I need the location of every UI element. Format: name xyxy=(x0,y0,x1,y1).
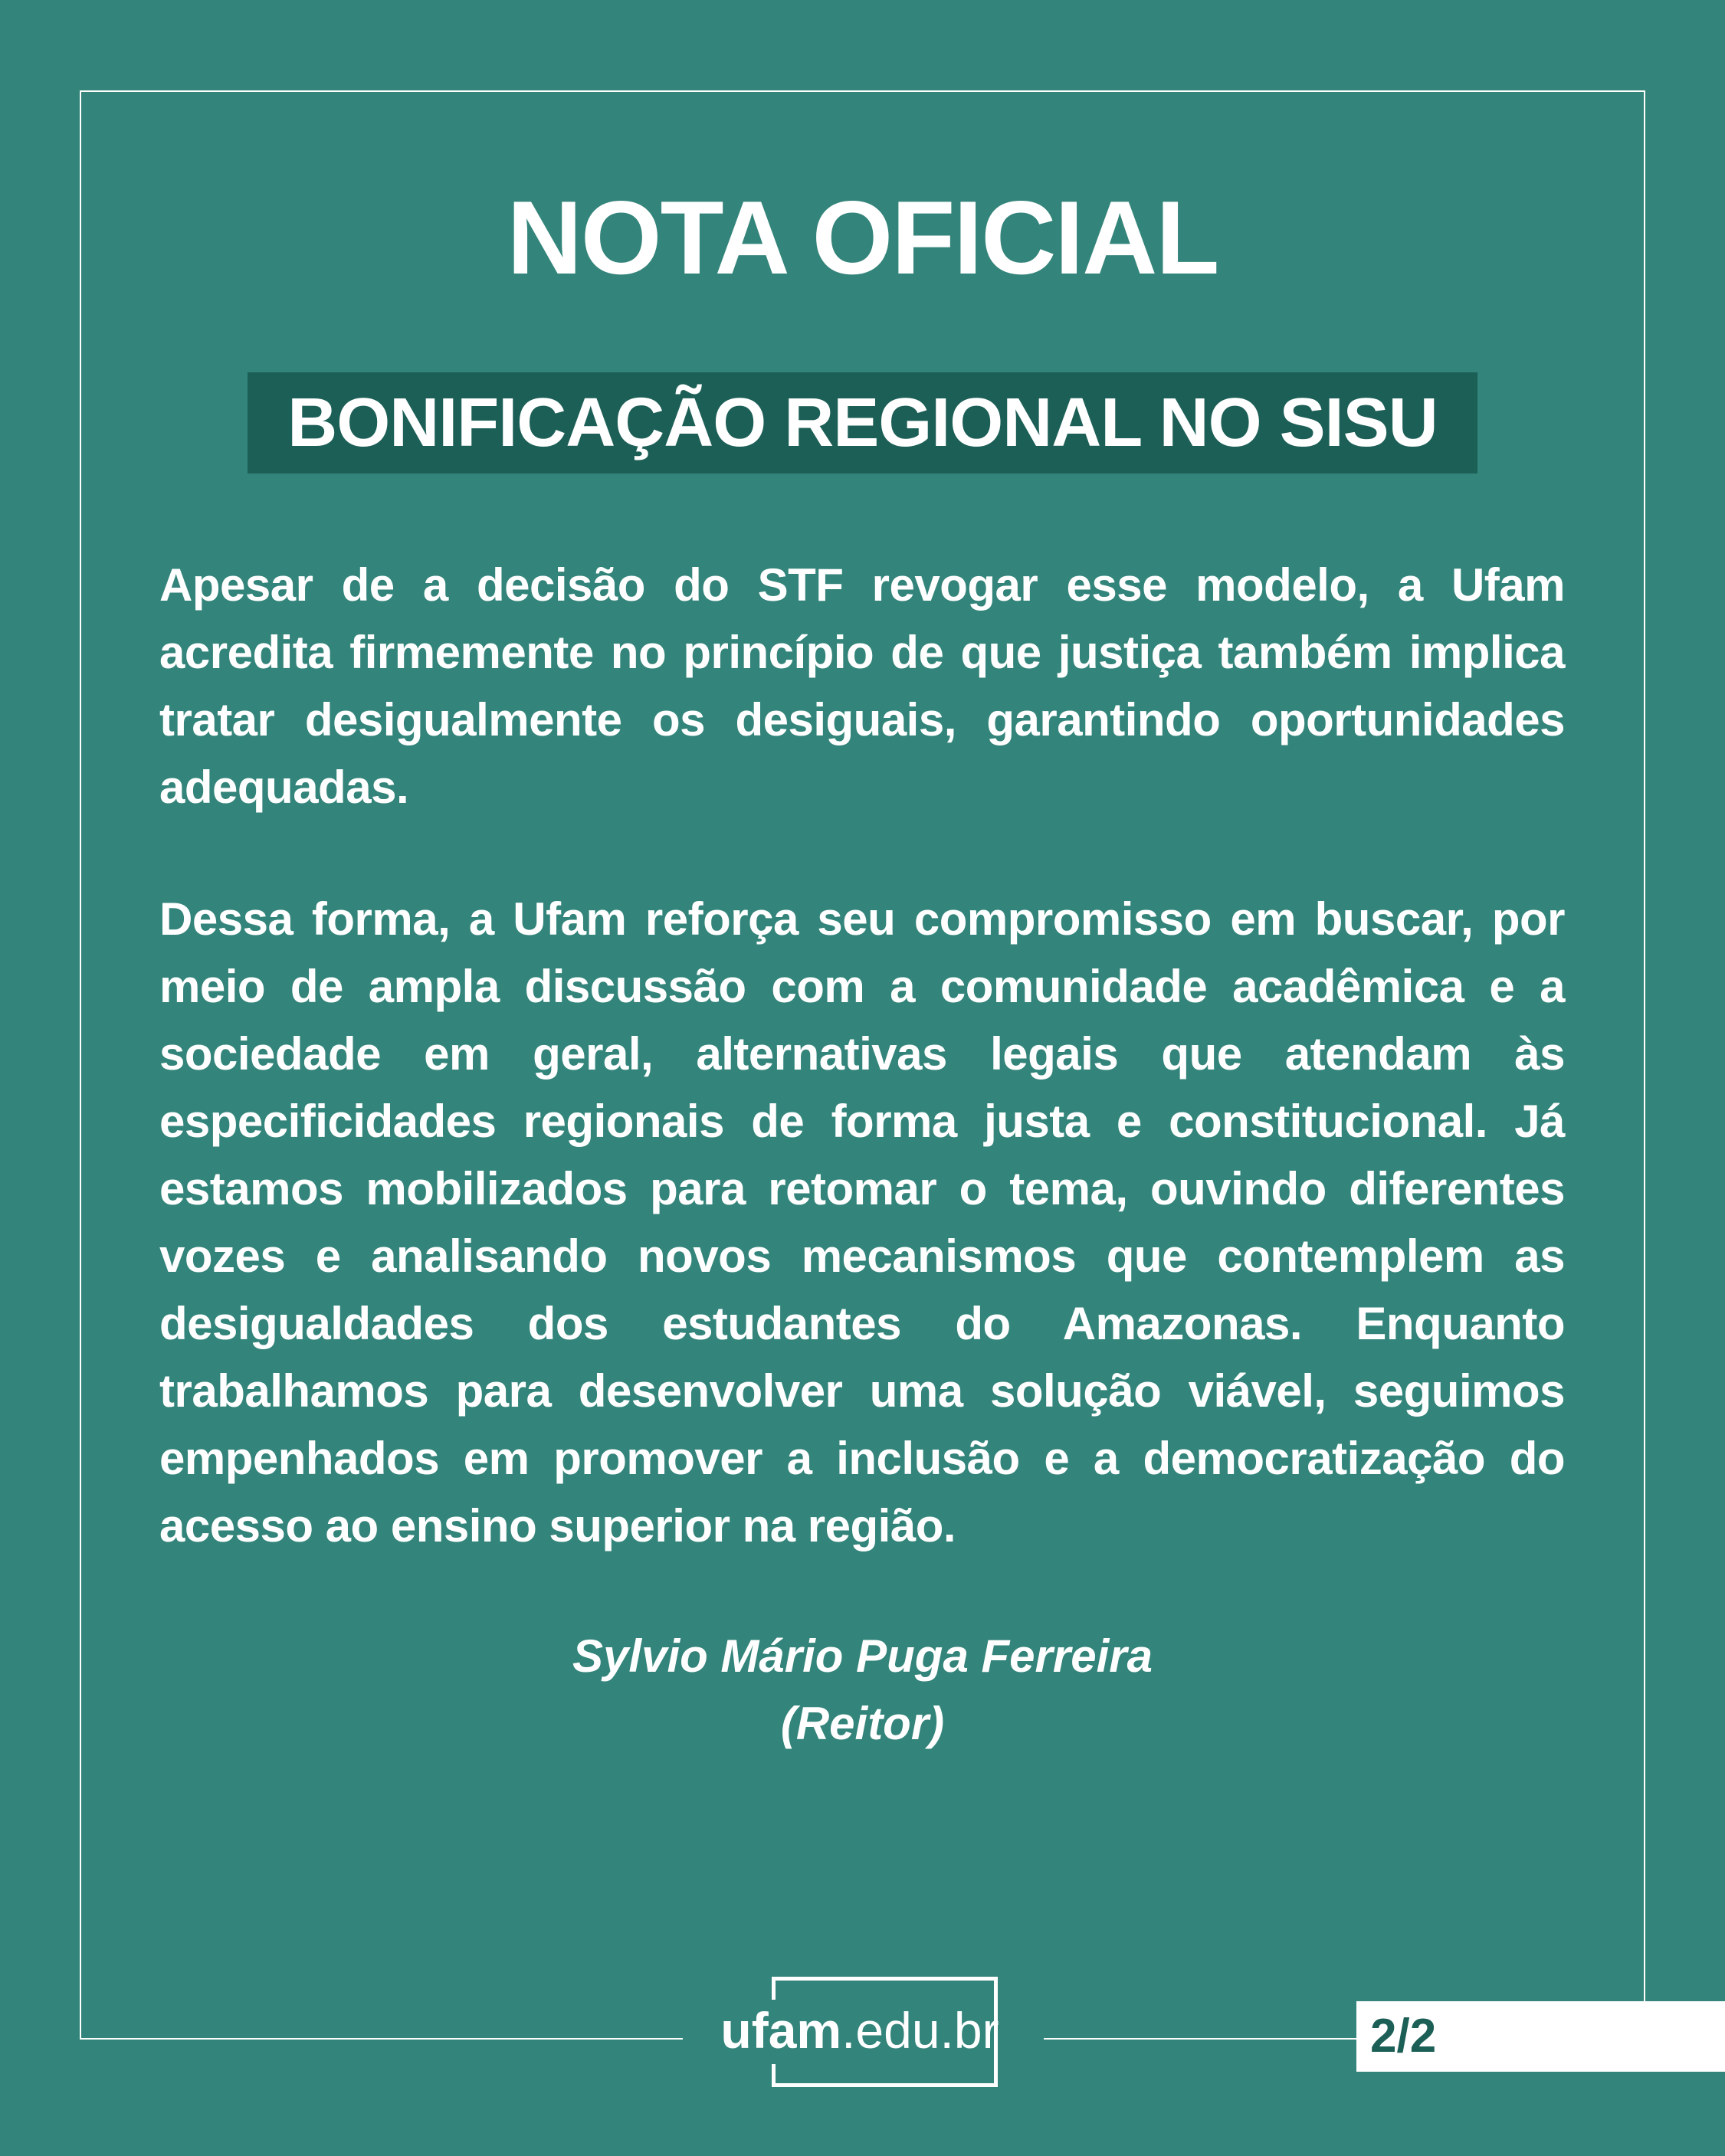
page-title: NOTA OFICIAL xyxy=(507,179,1218,296)
signature-name: Sylvio Mário Puga Ferreira xyxy=(572,1630,1153,1682)
subtitle-banner xyxy=(248,372,1477,473)
body-paragraph-1: Apesar de a decisão do STF revogar esse modelo, a Ufam acredita firmemente no princípio de que justiça também implica tratar desigualmente os desiguais, garantindo oportunidades adequadas. xyxy=(159,559,1565,813)
website-link-suffix: .edu.br xyxy=(841,2002,999,2059)
frame-top-line xyxy=(80,90,1645,92)
body-paragraph-2: Dessa forma, a Ufam reforça seu compromisso em buscar, por meio de ampla discussão com a comunidade acadêmica e a sociedade em geral, alternativas legais que atendam às especificidades regionais de forma justa e constitucional. Já estamos mobilizados para retomar o tema, ouvindo diferentes vozes e analisando novos mecanismos que contemplem as desigualdades dos estudantes do Amazonas. Enquanto trabalhamos para desenvolver uma solução viável, seguimos empenhados em promover a inclusão e a democratização do acesso ao ensino superior na região. xyxy=(159,893,1565,1551)
website-link[interactable] xyxy=(713,2000,1007,2061)
subtitle-text: BONIFICAÇÃO REGIONAL NO SISU xyxy=(287,384,1438,461)
signature-role: (Reitor) xyxy=(780,1698,945,1749)
frame-bottom-left-line xyxy=(80,2038,683,2040)
website-link-main: ufam xyxy=(720,2002,842,2059)
page-indicator: 2/2 xyxy=(1356,2001,1725,2072)
